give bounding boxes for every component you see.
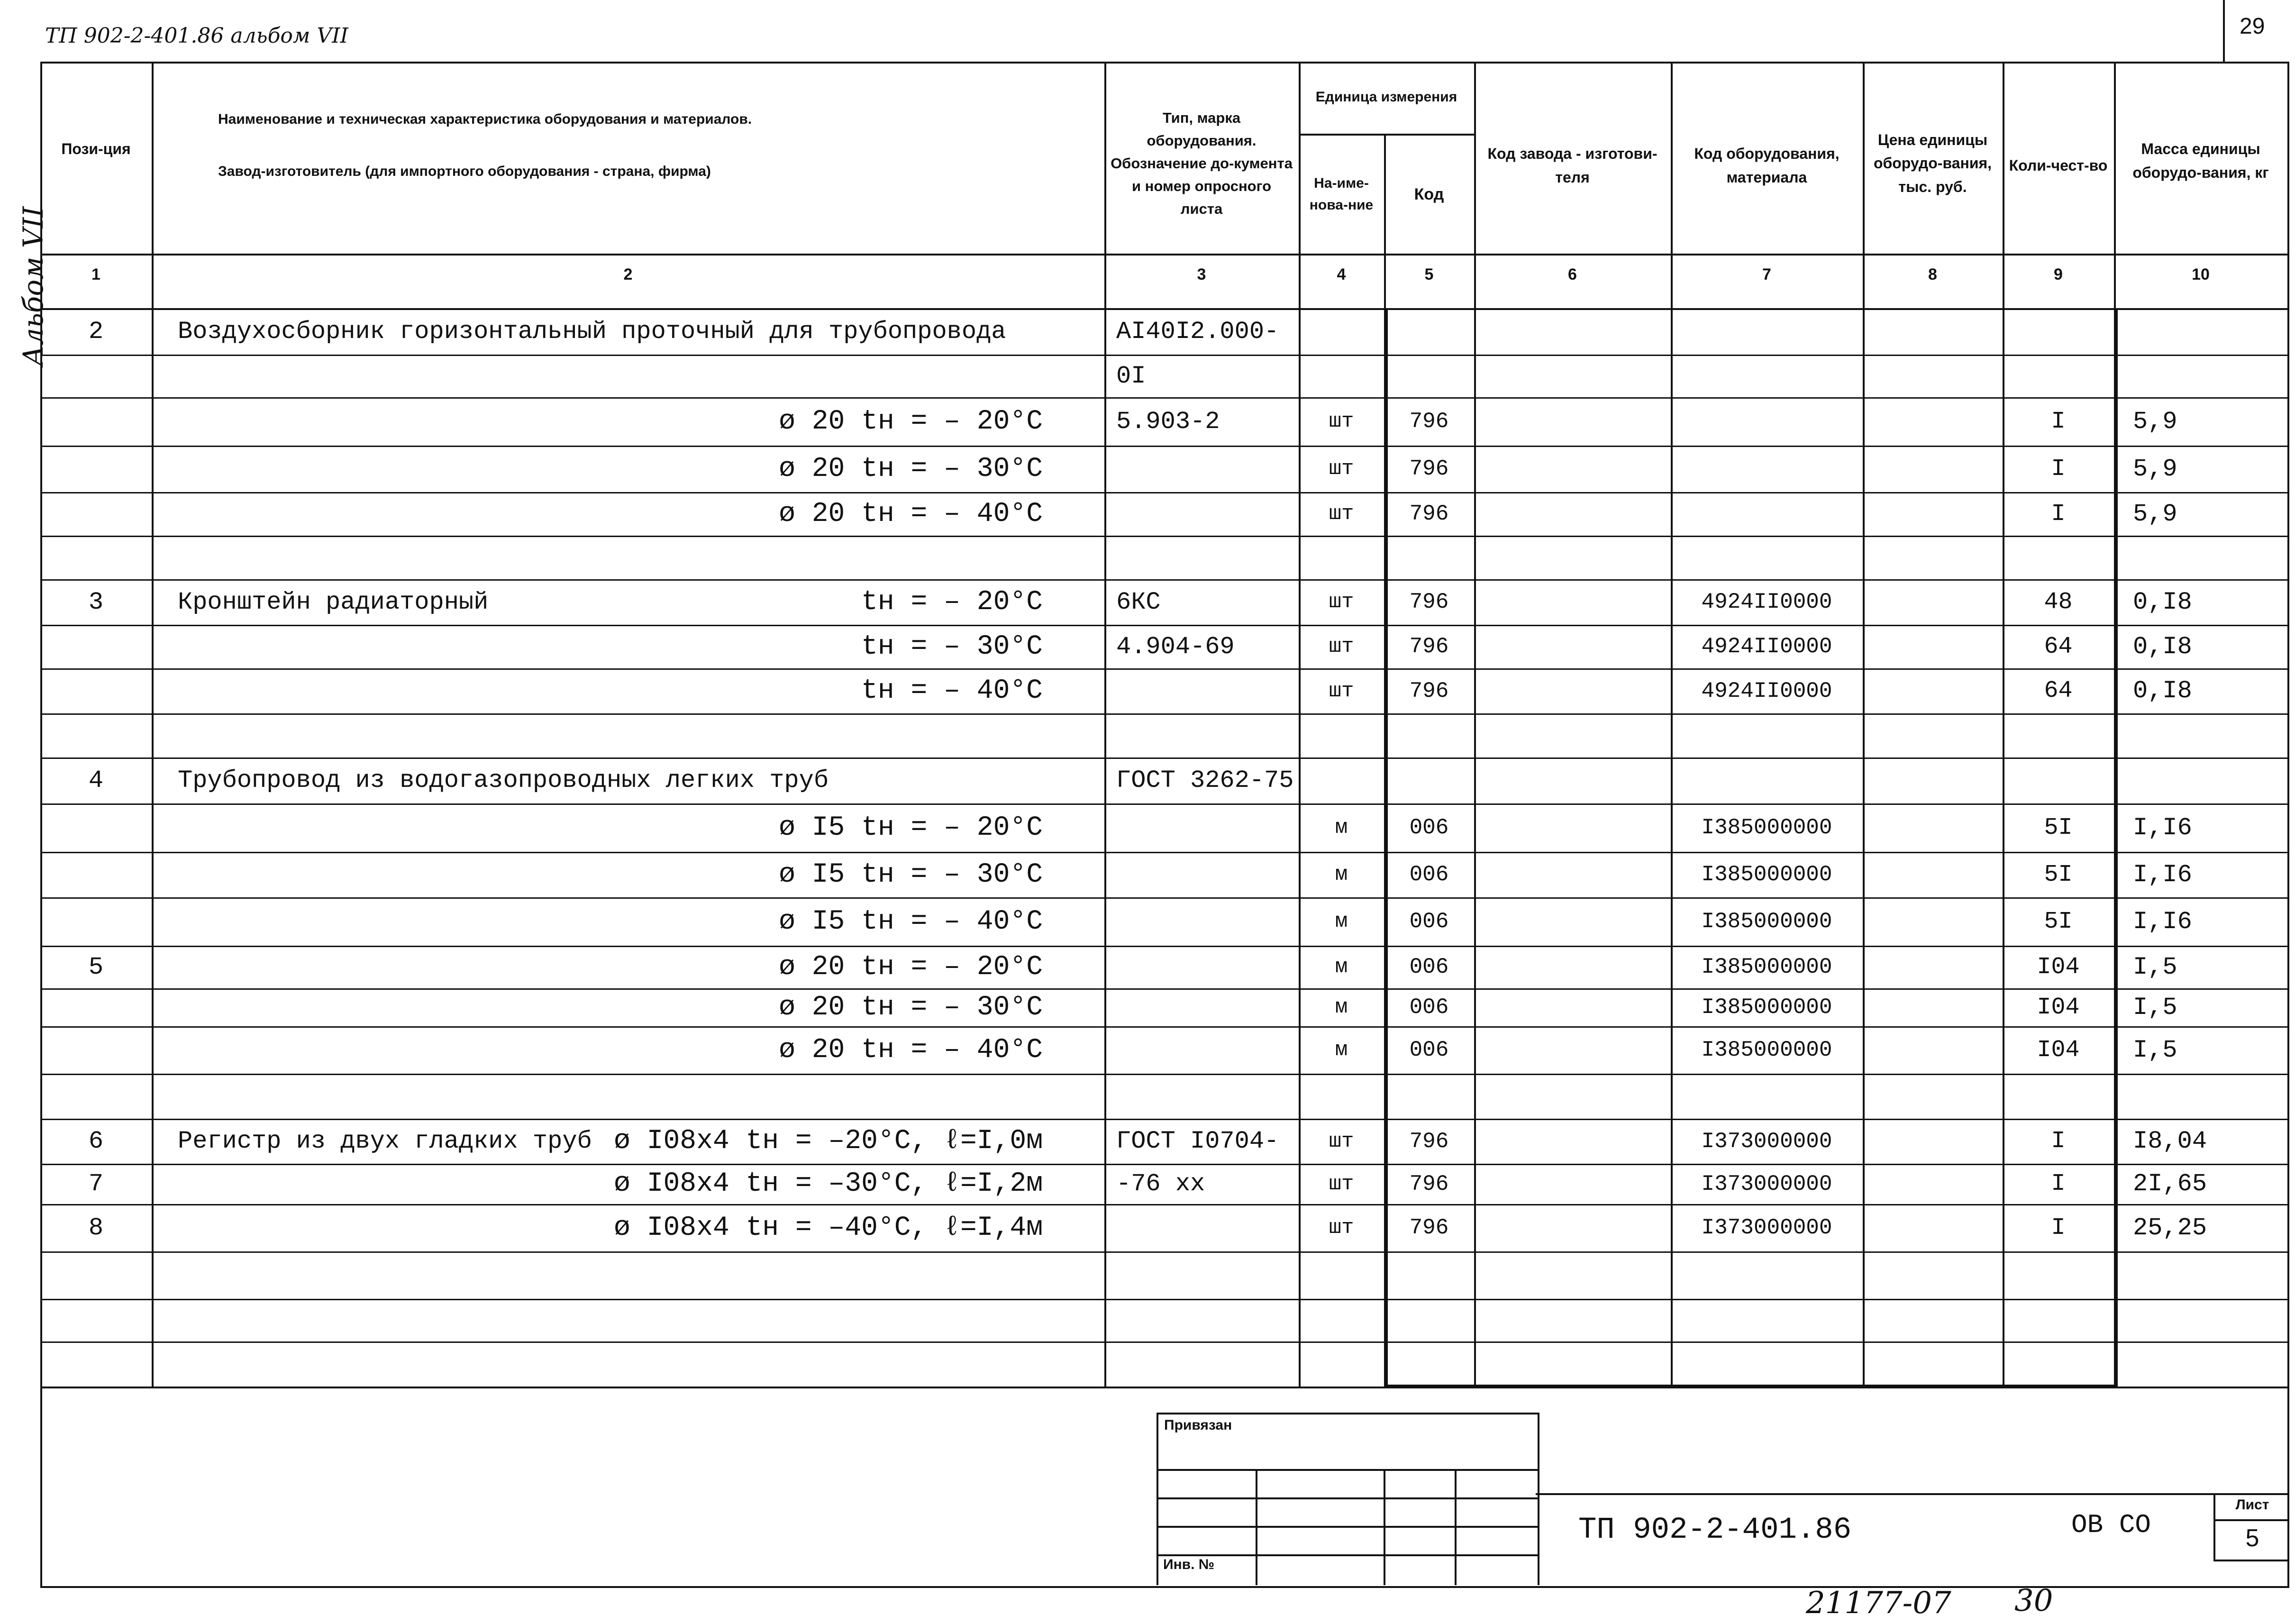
header-column-number: 10 bbox=[2192, 265, 2210, 283]
table-bottom-rule bbox=[40, 1387, 2287, 1388]
row-position: 5 bbox=[88, 953, 104, 981]
row-material-code: 4924II0000 bbox=[1701, 678, 1832, 703]
row-spec: tн = – 40°С bbox=[861, 675, 1043, 706]
row-quantity: 5I bbox=[2044, 908, 2073, 935]
row-unit-code: 006 bbox=[1409, 1038, 1449, 1062]
header-column-number: 9 bbox=[2054, 265, 2063, 283]
unit-group-rule bbox=[1299, 134, 1474, 136]
row-quantity: I04 bbox=[2037, 994, 2080, 1021]
row-quantity: 64 bbox=[2044, 633, 2073, 660]
row-type: ГОСТ 3262-75 bbox=[1116, 766, 1294, 794]
header-column-number: 8 bbox=[1928, 265, 1937, 283]
row-mass: I,I6 bbox=[2133, 907, 2192, 936]
row-position: 2 bbox=[88, 317, 104, 346]
row-position: 3 bbox=[88, 588, 104, 616]
row-unit-code: 796 bbox=[1409, 678, 1449, 703]
page-frame-outer-right bbox=[2287, 62, 2289, 1588]
row-quantity: 5I bbox=[2044, 814, 2073, 841]
sheet-box bbox=[2213, 1493, 2289, 1561]
header-type: Тип, марка оборудования. Обозначение до-кумента и номер опросного листа bbox=[1111, 109, 1293, 218]
row-quantity: I04 bbox=[2037, 1036, 2080, 1064]
row-unit-code: 796 bbox=[1409, 409, 1449, 434]
row-name: Воздухосборник горизонтальный проточный для трубопровода bbox=[178, 317, 1006, 346]
row-unit: м bbox=[1335, 995, 1348, 1019]
row-name: Трубопровод из водогазопроводных легких труб bbox=[178, 766, 829, 794]
row-spec: ø I08х4 tн = –30°С, ℓ=I,2м bbox=[614, 1168, 1043, 1199]
sheet-label: Лист bbox=[2235, 1497, 2269, 1513]
row-material-code: I385000000 bbox=[1701, 862, 1832, 887]
row-quantity: 64 bbox=[2044, 677, 2073, 704]
tb-line-2 bbox=[1158, 1497, 1538, 1499]
row-rule bbox=[40, 1299, 2287, 1300]
row-unit-code: 006 bbox=[1409, 815, 1449, 840]
row-mass: I,I6 bbox=[2133, 860, 2192, 889]
row-position: 7 bbox=[88, 1170, 104, 1198]
tb-vline-1 bbox=[1256, 1469, 1257, 1585]
row-spec: tн = – 20°С bbox=[861, 586, 1043, 618]
row-unit: шт bbox=[1329, 1216, 1354, 1240]
row-unit: шт bbox=[1329, 635, 1354, 658]
row-mass: 0,I8 bbox=[2133, 677, 2192, 705]
row-rule bbox=[40, 1341, 2287, 1343]
row-unit: шт bbox=[1329, 410, 1354, 433]
title-block-top-rule bbox=[1536, 1493, 2289, 1495]
row-unit: м bbox=[1335, 955, 1348, 979]
row-material-code: I373000000 bbox=[1701, 1171, 1832, 1196]
header-name-line2: Завод-изготовитель (для импортного оборудования - страна, фирма) bbox=[218, 164, 711, 179]
header-number-rule bbox=[40, 254, 2287, 255]
row-unit: м bbox=[1335, 910, 1348, 933]
header-unit-code: Код bbox=[1414, 185, 1444, 203]
row-mass: 2I,65 bbox=[2133, 1170, 2207, 1198]
sheet-number: 5 bbox=[2245, 1524, 2259, 1552]
row-spec: ø 20 tн = – 30°С bbox=[779, 992, 1043, 1023]
row-unit-code: 796 bbox=[1409, 634, 1449, 659]
row-unit: м bbox=[1335, 816, 1348, 839]
header-column-number: 2 bbox=[623, 265, 633, 283]
page-frame-left bbox=[40, 62, 42, 1588]
bold-frame-rule bbox=[2114, 308, 2118, 1387]
title-block bbox=[1157, 1413, 1539, 1585]
privyazan-label: Привязан bbox=[1164, 1417, 1232, 1433]
page-frame-top bbox=[40, 62, 2289, 64]
row-position: 6 bbox=[88, 1127, 104, 1155]
header-unit-group: Единица измерения bbox=[1315, 89, 1457, 105]
row-unit: шт bbox=[1329, 1172, 1354, 1196]
row-spec: ø 20 tн = – 40°С bbox=[779, 498, 1043, 529]
sheet-box-divider bbox=[2215, 1519, 2289, 1521]
row-position: 4 bbox=[88, 766, 104, 794]
tb-line-3 bbox=[1158, 1526, 1538, 1528]
row-material-code: I385000000 bbox=[1701, 815, 1832, 840]
document-mark: ОВ СО bbox=[2071, 1510, 2151, 1540]
header-material-code: Код оборудования, материала bbox=[1694, 145, 1840, 186]
row-material-code: 4924II0000 bbox=[1701, 590, 1832, 614]
page-frame-bottom bbox=[40, 1586, 2289, 1588]
row-material-code: I385000000 bbox=[1701, 909, 1832, 934]
header-name-line1: Наименование и техническая характеристика оборудования и материалов. bbox=[218, 111, 752, 127]
stamp-number: 30 bbox=[2014, 1583, 2053, 1618]
row-unit-code: 796 bbox=[1409, 1171, 1449, 1196]
row-quantity: I bbox=[2051, 1128, 2066, 1155]
header-quantity: Коли-чест-во bbox=[2009, 157, 2108, 174]
row-mass: I,5 bbox=[2133, 1036, 2177, 1064]
row-name: Кронштейн радиаторный bbox=[178, 588, 489, 616]
row-unit-code: 796 bbox=[1409, 456, 1449, 481]
row-quantity: 5I bbox=[2044, 861, 2073, 888]
row-type: АI40I2.000- bbox=[1116, 317, 1279, 346]
column-rule bbox=[1104, 62, 1106, 1387]
row-unit-code: 796 bbox=[1409, 590, 1449, 614]
row-spec: ø 20 tн = – 20°С bbox=[779, 951, 1043, 983]
row-rule bbox=[40, 1074, 2287, 1075]
row-unit: шт bbox=[1329, 457, 1354, 481]
row-unit: м bbox=[1335, 863, 1348, 886]
row-rule bbox=[40, 1251, 2287, 1253]
row-type: 0I bbox=[1116, 362, 1146, 390]
tb-line-1 bbox=[1158, 1469, 1538, 1471]
row-unit-code: 006 bbox=[1409, 995, 1449, 1020]
row-spec: ø I5 tн = – 30°С bbox=[779, 859, 1043, 890]
tb-vline-3 bbox=[1455, 1469, 1457, 1585]
row-quantity: I bbox=[2051, 1170, 2066, 1197]
row-unit-code: 006 bbox=[1409, 955, 1449, 979]
row-type: 6КС bbox=[1116, 588, 1161, 616]
row-unit-code: 796 bbox=[1409, 1129, 1449, 1154]
row-position: 8 bbox=[88, 1213, 104, 1242]
row-quantity: I bbox=[2051, 408, 2066, 435]
side-album-label: Альбом VII bbox=[17, 206, 49, 366]
inv-no-label: Инв. № bbox=[1163, 1557, 1215, 1572]
column-rule bbox=[1863, 62, 1865, 1387]
row-unit: шт bbox=[1329, 590, 1354, 614]
header-mass: Масса единицы оборудо-вания, кг bbox=[2132, 140, 2269, 181]
row-mass: 0,I8 bbox=[2133, 588, 2192, 616]
row-mass: I,I6 bbox=[2133, 813, 2192, 842]
header-column-number: 5 bbox=[1424, 265, 1434, 283]
tb-vline-2 bbox=[1384, 1469, 1385, 1585]
row-type: 4.904-69 bbox=[1116, 632, 1235, 661]
row-spec: ø 20 tн = – 30°С bbox=[779, 453, 1043, 484]
row-unit-code: 796 bbox=[1409, 1215, 1449, 1240]
row-spec: tн = – 30°С bbox=[861, 631, 1043, 662]
header-column-number: 7 bbox=[1762, 265, 1771, 283]
document-code bbox=[1578, 1510, 1851, 1547]
row-spec: ø 20 tн = – 20°С bbox=[779, 406, 1043, 437]
row-mass: 25,25 bbox=[2133, 1213, 2207, 1242]
row-spec: ø I5 tн = – 40°С bbox=[779, 906, 1043, 937]
row-quantity: I bbox=[2051, 1214, 2066, 1241]
row-spec: ø I08х4 tн = –40°С, ℓ=I,4м bbox=[614, 1212, 1043, 1243]
row-mass: 0,I8 bbox=[2133, 632, 2192, 661]
row-unit-code: 796 bbox=[1409, 502, 1449, 526]
row-quantity: I bbox=[2051, 455, 2066, 483]
header-column-number: 6 bbox=[1568, 265, 1577, 283]
row-unit: м bbox=[1335, 1038, 1348, 1062]
row-type: ГОСТ I0704- bbox=[1116, 1127, 1279, 1155]
header-column-number: 4 bbox=[1337, 265, 1346, 283]
row-mass: I,5 bbox=[2133, 953, 2177, 981]
row-unit-code: 006 bbox=[1409, 862, 1449, 887]
header-position: Пози-ция bbox=[61, 140, 131, 158]
row-spec: ø I08х4 tн = –20°С, ℓ=I,0м bbox=[614, 1126, 1043, 1157]
row-material-code: I373000000 bbox=[1701, 1215, 1832, 1240]
row-material-code: 4924II0000 bbox=[1701, 634, 1832, 659]
row-mass: I,5 bbox=[2133, 993, 2177, 1022]
row-name: Регистр из двух гладких труб bbox=[178, 1127, 592, 1155]
row-unit: шт bbox=[1329, 679, 1354, 703]
row-mass: 5,9 bbox=[2133, 500, 2177, 528]
page-frame-right bbox=[2223, 0, 2225, 62]
row-material-code: I373000000 bbox=[1701, 1129, 1832, 1154]
top-document-code: ТП 902-2-401.86 альбом VII bbox=[45, 24, 348, 48]
row-unit: шт bbox=[1329, 1129, 1354, 1153]
row-type: -76 хх bbox=[1116, 1170, 1205, 1198]
header-column-number: 1 bbox=[91, 265, 100, 283]
row-spec: ø I5 tн = – 20°С bbox=[779, 812, 1043, 843]
row-material-code: I385000000 bbox=[1701, 995, 1832, 1020]
column-rule bbox=[1474, 62, 1476, 1387]
row-unit-code: 006 bbox=[1409, 909, 1449, 934]
row-quantity: 48 bbox=[2044, 588, 2073, 616]
row-quantity: I bbox=[2051, 500, 2066, 528]
page-number: 29 bbox=[2240, 14, 2265, 39]
row-rule bbox=[40, 713, 2287, 715]
header-unit-name: На-име-нова-ние bbox=[1309, 175, 1374, 213]
row-quantity: I04 bbox=[2037, 953, 2080, 981]
tb-line-4 bbox=[1158, 1554, 1538, 1556]
header-price: Цена единицы оборудо-вания, тыс. руб. bbox=[1873, 131, 1992, 195]
row-unit: шт bbox=[1329, 502, 1354, 526]
row-mass: 5,9 bbox=[2133, 455, 2177, 483]
row-material-code: I385000000 bbox=[1701, 955, 1832, 979]
stamp-code: 21177-07 bbox=[1806, 1586, 1951, 1621]
row-mass: 5,9 bbox=[2133, 407, 2177, 436]
header-column-number: 3 bbox=[1197, 265, 1206, 283]
row-rule bbox=[40, 536, 2287, 537]
row-material-code: I385000000 bbox=[1701, 1038, 1832, 1062]
row-type: 5.903-2 bbox=[1116, 407, 1220, 436]
row-spec: ø 20 tн = – 40°С bbox=[779, 1034, 1043, 1066]
document-code-text: ТП 902-2-401.86 bbox=[1578, 1513, 1852, 1547]
row-mass: I8,04 bbox=[2133, 1127, 2207, 1155]
header-plant-code: Код завода - изготови-теля bbox=[1487, 145, 1658, 186]
